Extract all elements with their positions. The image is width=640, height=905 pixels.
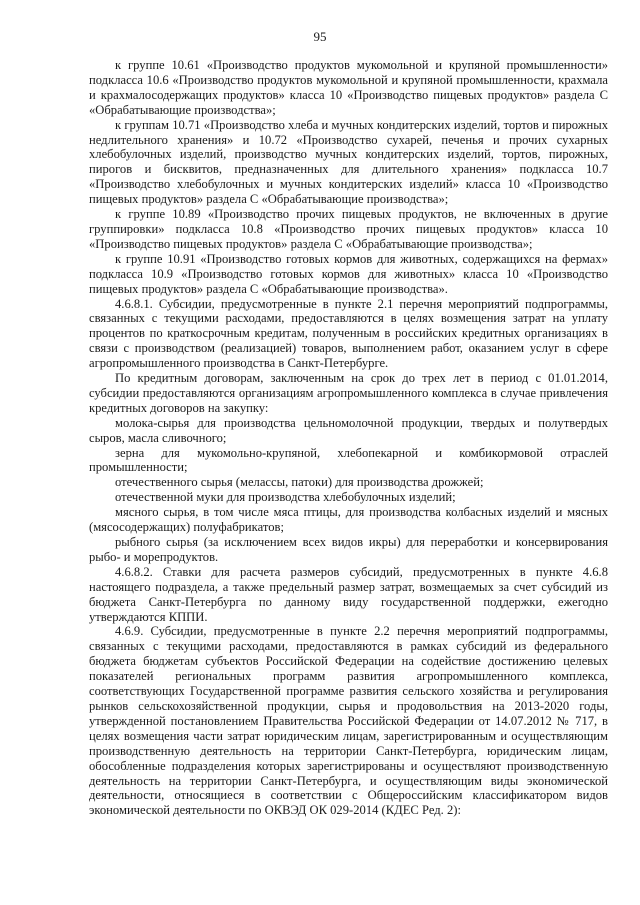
paragraph-4-6-9: 4.6.9. Субсидии, предусмотренные в пункте 2.2 перечня мероприятий подпрограммы, связанных с текущими расходами, предоставляются в рамках субсидий из федерального бюджета бюджетам субъектов Российской Федерации на содействие достижению целевых показателей региональных программ развития агропромышленного комплекса, соответствующих Государственной программе развития сельского хозяйства и регулирования рынков сельскохозяйственной продукции, сырья и продовольствия на 2013-2020 годы, утвержденной постановлением Правительства Российской Федерации от 14.07.2012 № 717, в целях возмещения части затрат юридическим лицам, зарегистрированным и осуществляющим производственную деятельность на территории Санкт-Петербурга, юридическим лицам, обособленные подразделения которых зарегистрированы и осуществляют производственную деятельность на территории Санкт-Петербурга, и осуществляющим виды экономической деятельности, относящиеся в соответствии с Общероссийским классификатором видов экономической деятельности по ОКВЭД ОК 029-2014 (КДЕС Ред. 2): [89,624,608,818]
list-item-meat: мясного сырья, в том числе мяса птицы, для производства колбасных изделий и мясных (мясосодержащих) полуфабрикатов; [89,505,608,535]
paragraph-groups-10-71-10-72: к группам 10.71 «Производство хлеба и мучных кондитерских изделий, тортов и пирожных недлительного хранения» и 10.72 «Производство сухарей, печенья и прочих сухарных хлебобулочных изделий, производство мучных кондитерских изделий, тортов, пирожных, пирогов и бисквитов, предназначенных для длительного хранения» подкласса 10.7 «Производство хлебобулочных и мучных кондитерских изделий» класса 10 «Производство пищевых продуктов» раздела C «Обрабатывающие производства»; [89,117,608,207]
document-body [89,58,608,818]
paragraph-credit-agreements: По кредитным договорам, заключенным на срок до трех лет в период с 01.01.2014, субсидии предоставляются организациям агропромышленного комплекса в случае привлечения кредитных договоров на закупку: [89,371,608,415]
page-number: 95 [313,29,327,44]
list-item-grain: зерна для мукомольно-крупяной, хлебопекарной и комбикормовой отраслей промышленности; [89,445,608,475]
list-item-fish: рыбного сырья (за исключением всех видов икры) для переработки и консервирования рыбо- и морепродуктов. [89,535,608,564]
list-item-milk: молока-сырья для производства цельномолочной продукции, твердых и полутвердых сыров, масла сливочного; [89,415,608,445]
paragraph-4-6-8-2: 4.6.8.2. Ставки для расчета размеров субсидий, предусмотренных в пункте 4.6.8 настоящего подраздела, а также предельный размер затрат, возмещаемых за счет субсидий из бюджета Санкт-Петербурга по данному виду государственной поддержки, ежегодно утверждаются КППИ. [89,564,608,624]
list-item-molasses: отечественного сырья (мелассы, патоки) для производства дрожжей; [115,475,484,490]
paragraph-4-6-8-1: 4.6.8.1. Субсидии, предусмотренные в пункте 2.1 перечня мероприятий подпрограммы, связанных с текущими расходами, предоставляются в целях возмещения затрат на уплату процентов по краткосрочным кредитам, полученным в российских кредитных организациях в связи с производством (реализацией) товаров, выполнением работ, оказанием услуг в сфере агропромышленного производства в Санкт-Петербурге. [89,296,608,371]
paragraph-group-10-61: к группе 10.61 «Производство продуктов мукомольной и крупяной промышленности» подкласса 10.6 «Производство продуктов мукомольной и крупяной промышленности, крахмала и крахмалосодержащих продуктов» класса 10 «Производство пищевых продуктов» раздела C «Обрабатывающие производства»; [89,58,608,117]
paragraph-group-10-89: к группе 10.89 «Производство прочих пищевых продуктов, не включенных в другие группировки» подкласса 10.8 «Производство прочих пищевых продуктов» класса 10 «Производство пищевых продуктов» раздела C «Обрабатывающие производства»; [89,207,608,251]
paragraph-group-10-91: к группе 10.91 «Производство готовых кормов для животных, содержащихся на фермах» подкласса 10.9 «Производство готовых кормов для животных» класса 10 «Производство пищевых продуктов» раздела C «Обрабатывающие производства». [89,251,608,296]
list-item-flour: отечественной муки для производства хлебобулочных изделий; [115,490,456,505]
